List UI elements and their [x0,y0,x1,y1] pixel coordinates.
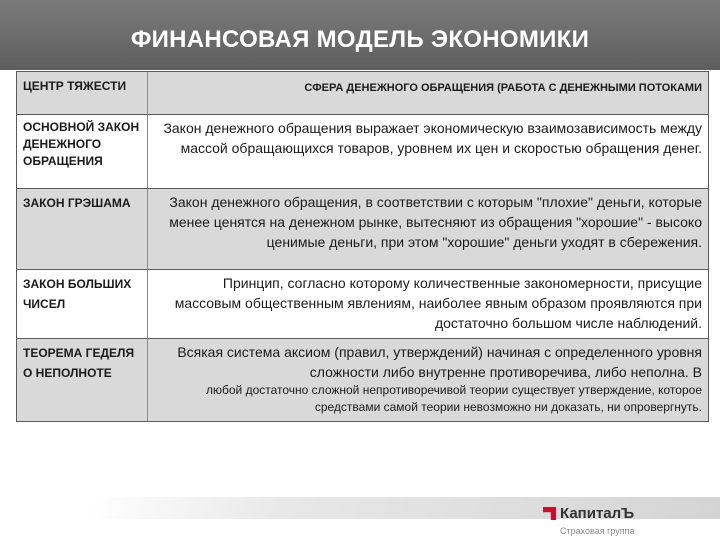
table-row [17,269,708,338]
row-definition-main: Всякая система аксиом (правил, утверждений) начиная с определенного уровня сложности либо внутренне противоречива, либо неполна. В [177,344,702,380]
table-row [17,72,708,114]
header-banner [0,0,720,70]
row-definition [148,339,708,421]
table-row [17,188,708,269]
row-term: ЦЕНТР ТЯЖЕСТИ [17,72,148,114]
logo-subtitle: Страховая группа [560,526,635,536]
row-term: ТЕОРЕМА ГЕДЕЛЯ О НЕПОЛНОТЕ [17,339,148,421]
row-definition: СФЕРА ДЕНЕЖНОГО ОБРАЩЕНИЯ (РАБОТА С ДЕНЕЖНЫМИ ПОТОКАМИ [304,82,702,94]
row-definition: Закон денежного обращения выражает экономическую взаимозависимость между массой обращающихся товаров, уровнем их цен и скоростью обращения денег. [163,120,702,156]
row-term: ОСНОВНОЙ ЗАКОН ДЕНЕЖНОГО ОБРАЩЕНИЯ [17,115,148,188]
row-definition-note: любой достаточно сложной непротиворечивой теории существует утверждение, которое средствами самой теории невозможно ни доказать, ни опровергнуть. [205,383,702,414]
row-term: ЗАКОН БОЛЬШИХ ЧИСЕЛ [17,270,148,338]
row-definition: Принцип, согласно которому количественные закономерности, присущие массовым общественным явлениям, наиболее явным образом проявляются при достаточно большом числе наблюдений. [174,275,702,331]
row-term: ЗАКОН ГРЭШАМА [17,189,148,269]
page-title: ФИНАНСОВАЯ МОДЕЛЬ ЭКОНОМИКИ [130,26,590,53]
row-definition: Закон денежного обращения, в соответствии с которым "плохие" деньги, которые менее ценятся на денежном рынке, вытесняют из обращения "хорошие" - высоко ценимые деньги, при этом "хорошие" деньги уходят в сбережения. [169,194,702,250]
table-row [17,114,708,188]
logo-name: КапиталЪ [560,505,635,522]
logo-mark-icon [543,507,556,520]
company-logo [543,505,634,522]
table-row [17,338,708,421]
economics-table [16,71,709,422]
